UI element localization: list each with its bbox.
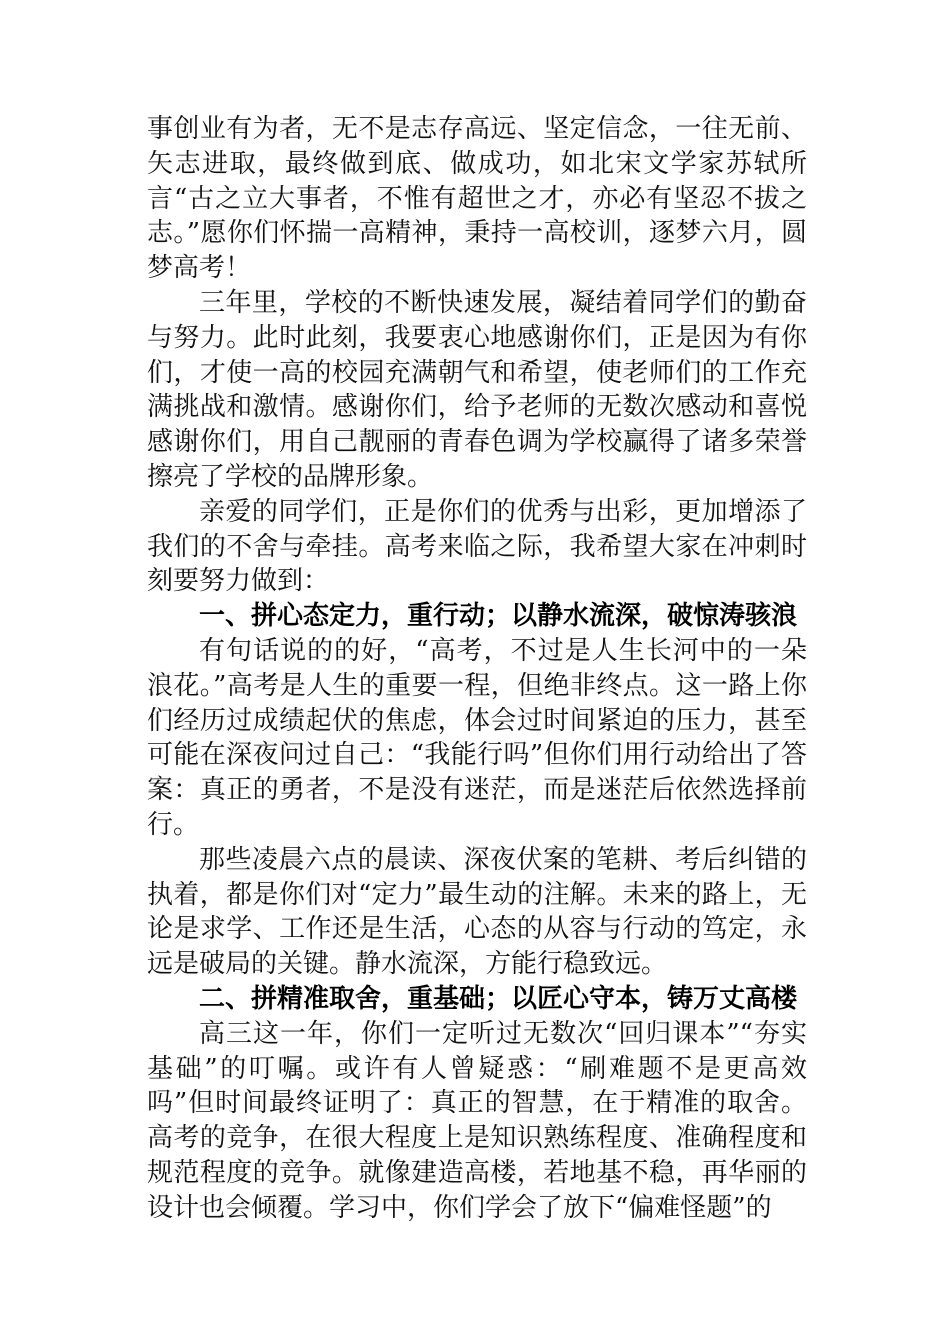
paragraph-expectations: 亲爱的同学们，正是你们的优秀与出彩，更加增添了我们的不舍与牵挂。高考来临之际，我希望大家在冲刺时刻要努力做到：: [147, 496, 807, 597]
document-page: [147, 112, 807, 1226]
paragraph-fundamentals: 高三这一年，你们一定听过无数次“回归课本”“夯实基础”的叮嘱。或许有人曾疑惑：“刷难题不是更高效吗”但时间最终证明了：真正的智慧，在于精准的取舍。高考的竞争，在很大程度上是知识熟练程度、准确程度和规范程度的竞争。就像建造高楼，若地基不稳，再华丽的设计也会倾覆。学习中，你们学会了放下“偏难怪题”的: [147, 1018, 807, 1223]
paragraph-gratitude: 三年里，学校的不断快速发展，凝结着同学们的勤奋与努力。此时此刻，我要衷心地感谢你们，正是因为有你们，才使一高的校园充满朝气和希望，使老师们的工作充满挑战和激情。感谢你们，给予老师的无数次感动和喜悦感谢你们，用自己靓丽的青春色调为学校赢得了诸多荣誉擦亮了学校的品牌形象。: [147, 287, 807, 492]
section-heading-1: 一、拼心态定力，重行动；以静水流深，破惊涛骇浪: [199, 601, 798, 632]
paragraph-composure: 那些凌晨六点的晨读、深夜伏案的笔耕、考后纠错的执着，都是你们对“定力”最生动的注解。未来的路上，无论是求学、工作还是生活，心态的从容与行动的笃定，永远是破局的关键。静水流深，方能行稳致远。: [147, 844, 807, 980]
section-heading-2: 二、拼精准取舍，重基础；以匠心守本，铸万丈高楼: [199, 983, 798, 1014]
paragraph-mindset: 有句话说的的好，“高考，不过是人生长河中的一朵浪花。”高考是人生的重要一程，但绝非终点。这一路上你们经历过成绩起伏的焦虑，体会过时间紧迫的压力，甚至可能在深夜问过自己：“我能行吗”但你们用行动给出了答案：真正的勇者，不是没有迷茫，而是迷茫后依然选择前行。: [147, 635, 807, 840]
paragraph-continuation: 事创业有为者，无不是志存高远、坚定信念，一往无前、矢志进取，最终做到底、做成功，如北宋文学家苏轼所言“古之立大事者，不惟有超世之才，亦必有坚忍不拔之志。”愿你们怀揣一高精神，秉持一高校训，逐梦六月，圆梦高考！: [147, 114, 807, 284]
